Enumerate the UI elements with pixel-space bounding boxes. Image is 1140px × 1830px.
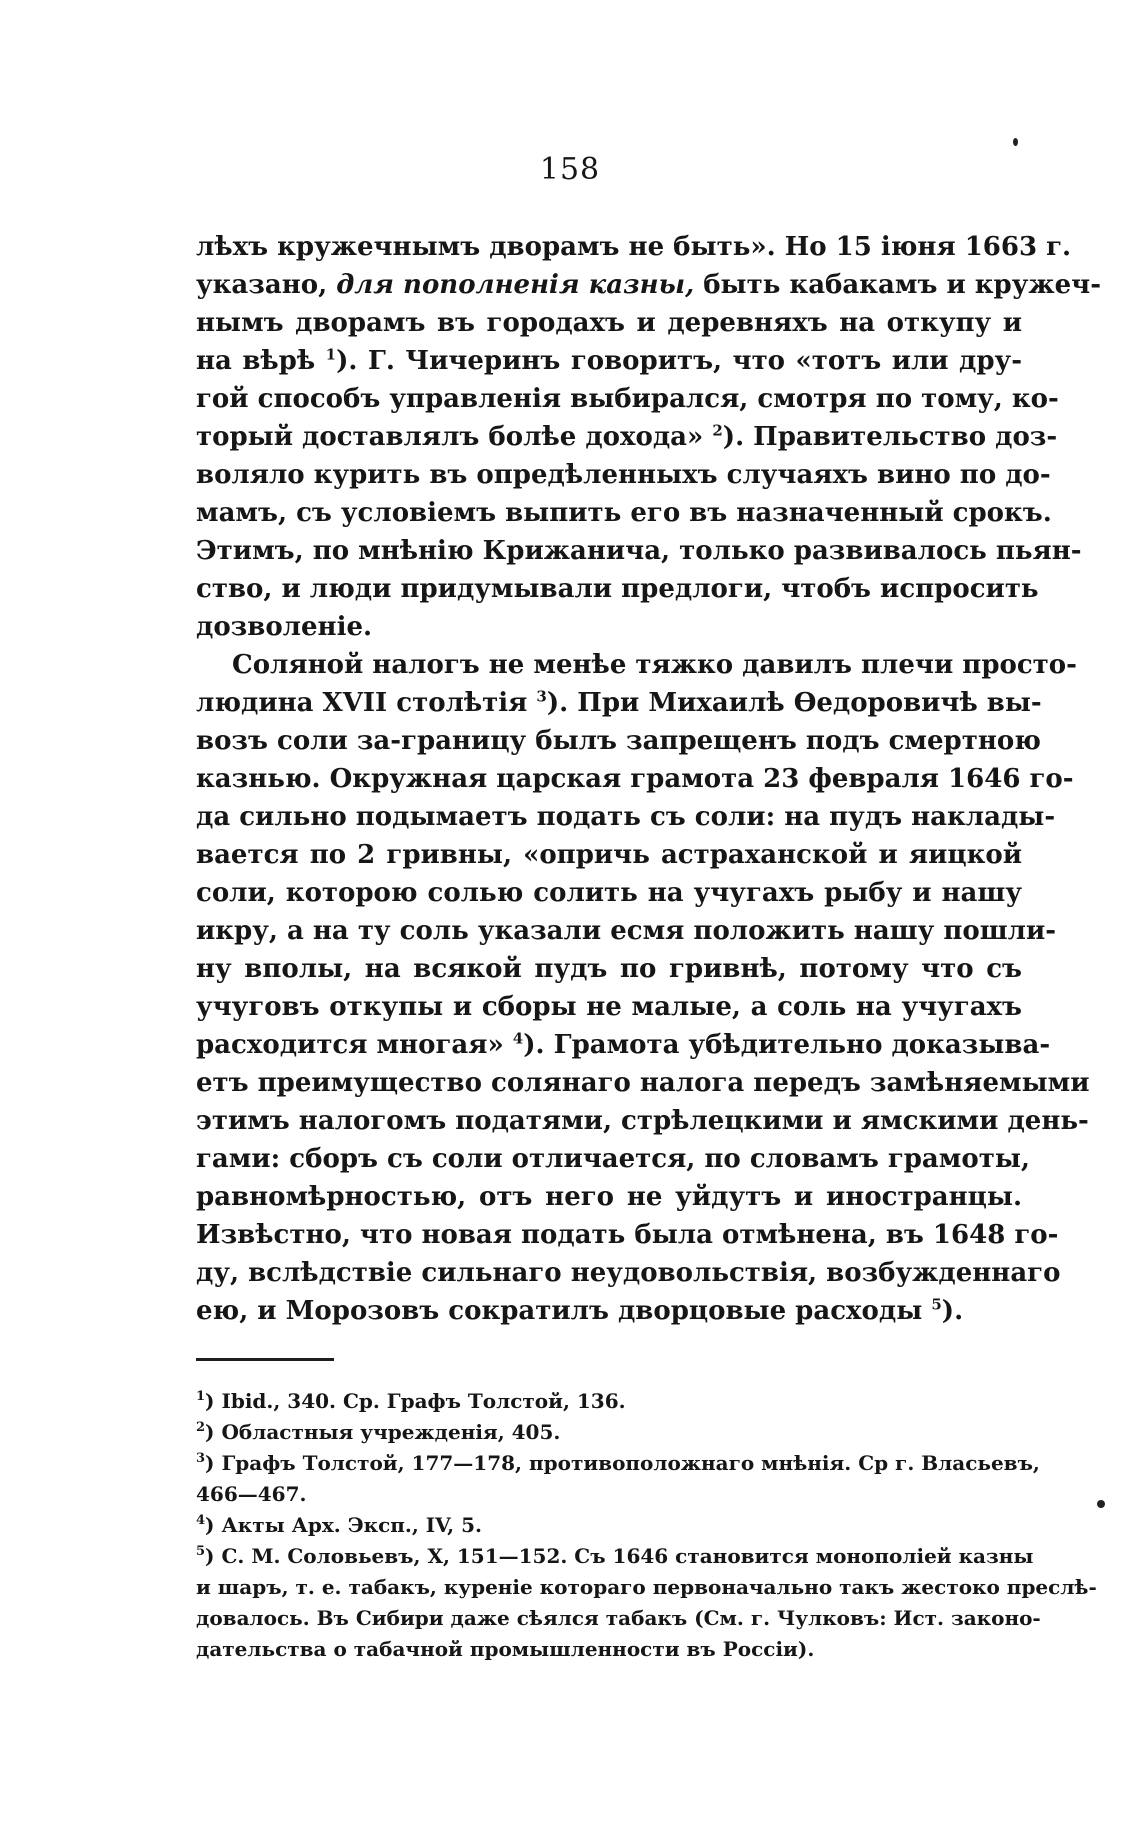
footnote-continuation: дательства о табачной промышленности въ Россіи). [196, 1637, 815, 1661]
text-line [196, 342, 1022, 380]
footnote-reference: 4 [512, 1029, 524, 1048]
text-line: Извѣстно, что новая подать была отмѣнена, въ 1648 го- [196, 1220, 1059, 1250]
text-line [196, 418, 1058, 456]
text-fragment: ). [941, 1296, 964, 1326]
text-fragment: расходится многая» [196, 1030, 504, 1060]
footnote-text: ) Ibid., 340. Ср. Графъ Толстой, 136. [205, 1389, 626, 1413]
footnote [196, 1417, 1022, 1448]
footnote-separator [196, 1358, 334, 1361]
footnote-reference: 3 [536, 687, 547, 706]
footnote-reference: 2 [712, 421, 723, 440]
text-line: гой способъ управленія выбирался, смотря по тому, ко- [196, 384, 1059, 414]
text-line: ду, вслѣдствіе сильнаго неудовольствія, возбужденнаго [196, 1258, 1061, 1288]
main-text [196, 228, 1102, 1330]
text-line: ну вполы, на всякой пудъ по гривнѣ, потому что съ [196, 954, 1022, 984]
footnotes [196, 1386, 1097, 1665]
text-line: Соляной налогъ не менѣе тяжко давилъ плечи просто- [232, 650, 1077, 680]
italic-emphasis: для пополненія казны, [336, 270, 695, 300]
footnote [196, 1510, 1022, 1541]
text-line [196, 684, 1042, 722]
text-line: соли, которою солью солить на учугахъ рыбу и нашу [196, 878, 1022, 908]
text-line: этимъ налогомъ податями, стрѣлецкими и ямскими день- [196, 1106, 1089, 1136]
footnote [196, 1541, 1034, 1572]
footnote-text: ) Акты Арх. Эксп., IV, 5. [205, 1513, 482, 1537]
text-fragment: на вѣрѣ [196, 346, 316, 376]
footnote-number: 3 [196, 1451, 206, 1467]
text-fragment: быть кабакамъ и кружеч- [703, 270, 1102, 300]
footnote-continuation: и шаръ, т. е. табакъ, куреніе котораго первоначально такъ жестоко преслѣ- [196, 1575, 1097, 1599]
text-line [196, 1026, 1051, 1064]
footnote [196, 1386, 1022, 1417]
footnote-continuation: 466—467. [196, 1482, 307, 1506]
footnote-number: 5 [196, 1544, 206, 1560]
text-line: ство, и люди придумывали предлоги, чтобъ испросить [196, 574, 1039, 604]
text-line: Этимъ, по мнѣнію Крижанича, только развивалось пьян- [196, 536, 1082, 566]
text-fragment: указано, [196, 270, 328, 300]
footnote-reference: 1 [325, 345, 337, 364]
footnote [196, 1448, 1040, 1479]
text-line: вается по 2 гривны, «опричь астраханской и яицкой [196, 840, 1022, 870]
text-fragment: людина XVII столѣтія [196, 688, 528, 718]
text-line: гами: сборъ съ соли отличается, по словамъ грамоты, [196, 1144, 1030, 1174]
text-line: равномѣрностью, отъ него не уйдутъ и иностранцы. [196, 1182, 1022, 1212]
footnote-reference: 5 [931, 1295, 942, 1314]
text-line: икру, а на ту соль указали есмя положить нашу пошли- [196, 916, 1057, 946]
text-line: нымъ дворамъ въ городахъ и деревняхъ на откупу и [196, 308, 1022, 338]
text-fragment: ). Г. Чичеринъ говоритъ, что «тотъ или дру- [336, 346, 1022, 376]
text-line: да сильно подымаетъ подать съ соли: на пудъ наклады- [196, 802, 1056, 832]
text-line: воляло курить въ опредѣленныхъ случаяхъ вино по до- [196, 460, 1051, 490]
text-fragment: ). Правительство доз- [722, 422, 1058, 452]
footnote-text: ) Областныя учрежденія, 405. [205, 1420, 561, 1444]
text-line: дозволеніе. [196, 612, 373, 642]
text-line: лѣхъ кружечнымъ дворамъ не быть». Но 15 іюня 1663 г. [196, 232, 1072, 262]
text-line [196, 1292, 1022, 1330]
text-line: казнью. Окружная царская грамота 23 февраля 1646 го- [196, 764, 1074, 794]
ink-speck [1013, 138, 1018, 146]
text-line: мамъ, съ условіемъ выпить его въ назначенный срокъ. [196, 498, 1052, 528]
footnote-continuation: довалось. Въ Сибири даже сѣялся табакъ (См. г. Чулковъ: Ист. законо- [196, 1606, 1041, 1630]
text-line: етъ преимущество солянаго налога передъ замѣняемыми [196, 1068, 1090, 1098]
footnote-number: 4 [196, 1513, 206, 1529]
page-number: 158 [539, 152, 601, 187]
ink-speck [1097, 1500, 1105, 1508]
text-line: учуговъ откупы и сборы не малые, а соль на учугахъ [196, 992, 1022, 1022]
footnote-text: ) С. М. Соловьевъ, X, 151—152. Съ 1646 становится монополіей казны [205, 1544, 1034, 1568]
text-fragment: торый доставлялъ болѣе дохода» [196, 422, 704, 452]
text-line: возъ соли за-границу былъ запрещенъ подъ смертною [196, 726, 1041, 756]
footnote-text: ) Графъ Толстой, 177—178, противоположнаго мнѣнія. Ср г. Власьевъ, [205, 1451, 1040, 1475]
text-fragment: ). Грамота убѣдительно доказыва- [523, 1030, 1051, 1060]
footnote-number: 1 [196, 1389, 206, 1405]
footnote-number: 2 [196, 1420, 206, 1436]
text-line [196, 266, 1102, 304]
text-fragment: ею, и Морозовъ сократилъ дворцовые расходы [196, 1296, 923, 1326]
text-fragment: ). При Михаилѣ Өедоровичѣ вы- [546, 688, 1042, 718]
